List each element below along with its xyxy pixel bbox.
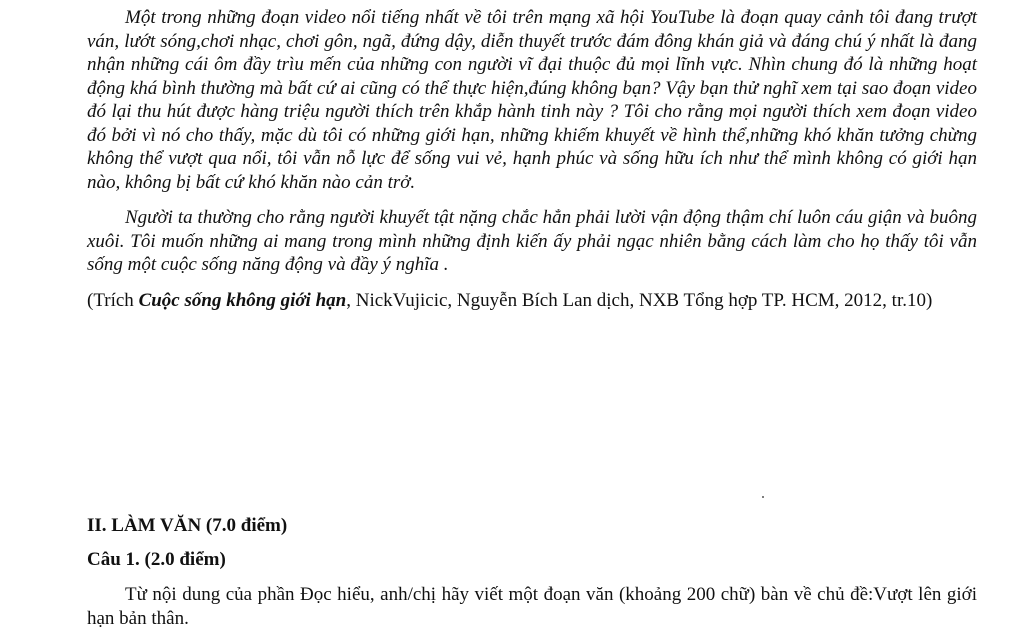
reading-paragraph-1: Một trong những đoạn video nổi tiếng nhất về tôi trên mạng xã hội YouTube là đoạn quay cảnh tôi đang trượt ván, lướt sóng,chơi nhạc, chơi gôn, ngã, đứng dậy, diễn thuyết trước đám đông khán giả và đáng chú ý nhất là đang nhận những cái ôm đầy trìu mến của những con người vĩ đại thuộc đủ mọi lĩnh vực. Nhìn chung đó là những hoạt động khá bình thường mà bất cứ ai cũng có thể thực hiện,đúng không bạn? Vậy bạn thử nghĩ xem tại sao đoạn video đó lại thu hút được hàng triệu người thích trên khắp hành tinh này ? Tôi cho rằng mọi người thích xem đoạn video đó bởi vì nó cho thấy, mặc dù tôi có những giới hạn, những khiếm khuyết về hình thể,những khó khăn tưởng chừng không thể vượt qua nổi, tôi vẫn nỗ lực để sống vui vẻ, hạnh phúc và sống hữu ích như thể mình không có giới hạn nào, không bị bất cứ khó khăn nào cản trở.	[87, 7, 977, 193]
citation-prefix: (Trích	[87, 289, 139, 311]
citation	[87, 289, 977, 313]
reading-paragraph-2: Người ta thường cho rằng người khuyết tật nặng chắc hẳn phải lười vận động thậm chí luôn cáu giận và buông xuôi. Tôi muốn những ai mang trong mình những định kiến ấy phải ngạc nhiên bằng cách làm cho họ thấy tôi vẫn sống một cuộc sống năng động và đầy ý nghĩa .	[87, 207, 977, 275]
citation-suffix: , NickVujicic, Nguyễn Bích Lan dịch, NXB Tổng hợp TP. HCM, 2012, tr.10)	[346, 289, 933, 311]
question-heading: Câu 1. (2.0 điểm)	[87, 549, 226, 570]
section-heading: II. LÀM VĂN (7.0 điểm)	[87, 515, 288, 536]
stray-mark	[762, 496, 764, 498]
question-task-text: Từ nội dung của phần Đọc hiểu, anh/chị hãy viết một đoạn văn (khoảng 200 chữ) bàn về chủ đề:Vượt lên giới hạn bản thân.	[87, 584, 977, 629]
document-page	[87, 0, 977, 629]
citation-work-title: Cuộc sống không giới hạn	[138, 289, 347, 311]
